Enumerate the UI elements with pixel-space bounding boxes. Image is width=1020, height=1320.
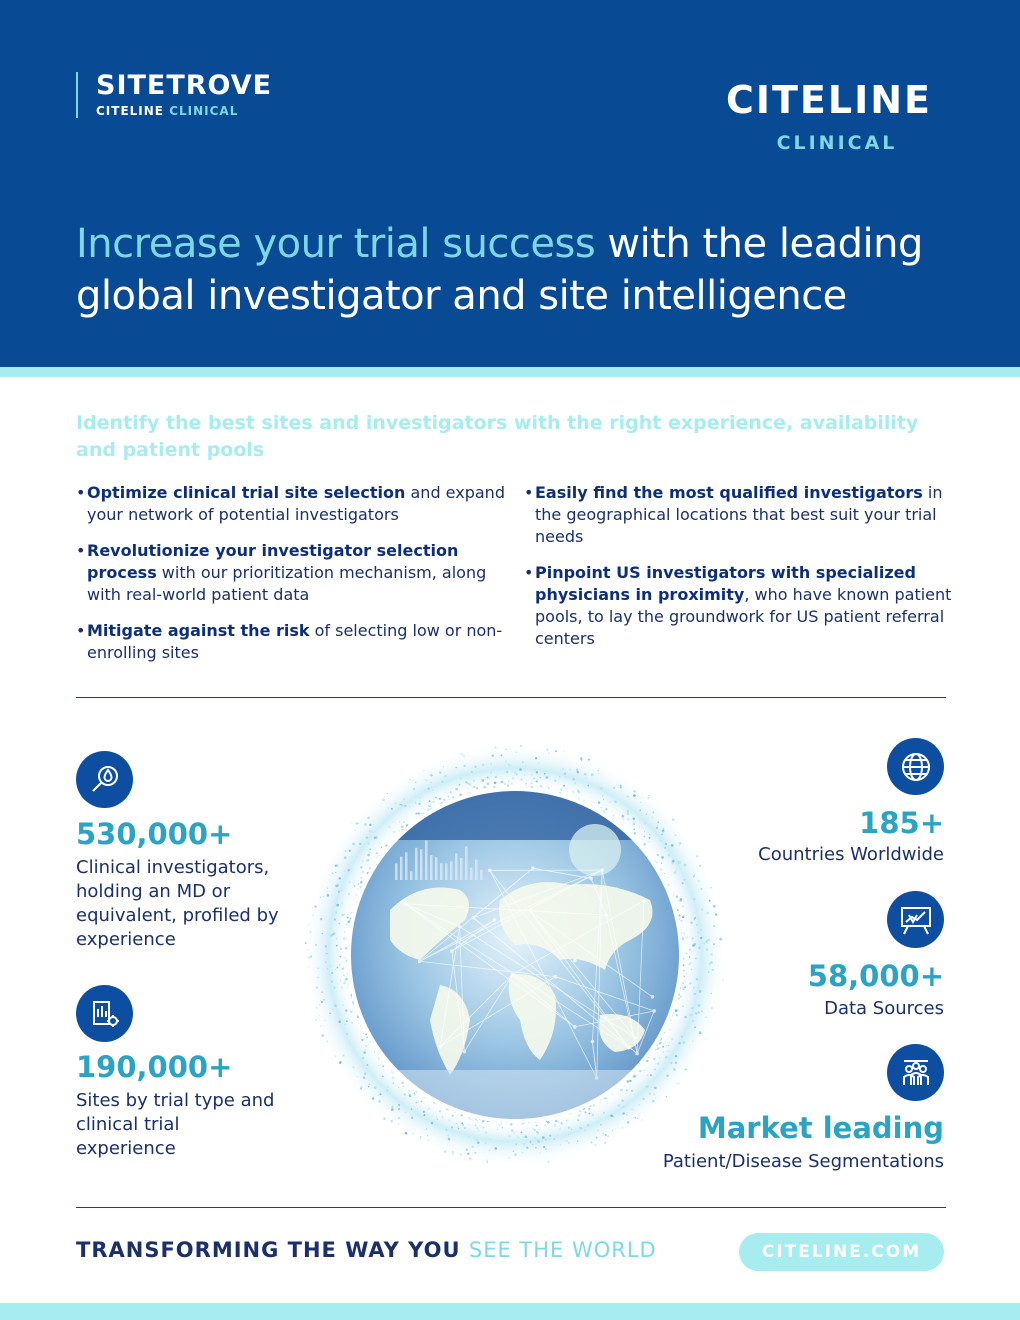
stat-market-desc: Patient/Disease Segmentations — [662, 1151, 944, 1172]
stat-investigators-value: 530,000+ — [76, 817, 233, 851]
footer-tagline-b: SEE THE WORLD — [468, 1238, 657, 1262]
bullet-text: of selecting low or non-enrolling sites — [87, 621, 503, 662]
bullet-text: with our prioritization mechanism, along with real-world patient data — [87, 563, 487, 604]
footer-tagline-a: TRANSFORMING THE WAY YOU — [76, 1238, 469, 1262]
bullet-item — [524, 482, 954, 548]
headline-rest: with the leading global investigator and site intelligence — [76, 221, 923, 319]
sitetrove-logo — [76, 72, 272, 118]
building-gear-icon — [76, 985, 133, 1042]
bullet-item — [76, 620, 506, 664]
bullet-bold: Optimize clinical trial site selection — [87, 483, 406, 502]
sitetrove-sub-a: CITELINE — [96, 104, 170, 118]
section-divider — [76, 697, 946, 698]
bullet-bold: Mitigate against the risk — [87, 621, 310, 640]
bullet-text: , who have known patient pools, to lay the groundwork for US patient referral centers — [535, 585, 952, 648]
stat-investigators-desc: Clinical investigators, holding an MD or equivalent, profiled by experience — [76, 857, 279, 950]
bullet-item — [76, 482, 506, 526]
stat-countries-desc: Countries Worldwide — [758, 844, 944, 865]
header-stripe — [0, 367, 1020, 377]
stat-sources-desc: Data Sources — [824, 998, 944, 1019]
presentation-icon — [887, 891, 944, 948]
bullet-bold: Easily find the most qualified investigators — [535, 483, 923, 502]
citeline-logo-name: CITELINE — [725, 78, 933, 122]
stat-sources-value: 58,000+ — [807, 959, 944, 993]
people-group-icon — [887, 1044, 944, 1101]
sitetrove-logo-name: SITETROVE — [96, 70, 273, 101]
bullet-list-right — [524, 482, 954, 664]
citeline-url-link[interactable]: CITELINE.COM — [739, 1233, 944, 1271]
page-headline — [76, 218, 956, 322]
bottom-stripe — [0, 1303, 1020, 1320]
bullet-item — [76, 540, 506, 606]
header-banner — [0, 0, 1020, 367]
bullet-item — [524, 562, 954, 650]
headline-accent: Increase your trial success — [76, 221, 596, 267]
bullet-list-left — [76, 482, 506, 678]
stat-sites-value: 190,000+ — [76, 1050, 233, 1084]
globe-icon — [887, 738, 944, 795]
world-map-globe-image — [300, 740, 730, 1170]
bullet-text: and expand your network of potential investigators — [87, 483, 505, 524]
citeline-logo-sub: CLINICAL — [776, 132, 898, 154]
stat-sites-desc: Sites by trial type and clinical trial experience — [76, 1090, 275, 1159]
bullet-text: in the geographical locations that best suit your trial needs — [535, 483, 943, 546]
sitetrove-logo-sub — [96, 104, 272, 118]
stat-market-value: Market leading — [697, 1111, 944, 1145]
intro-subhead: Identify the best sites and investigators with the right experience, availability and patient pools — [76, 412, 919, 461]
bullet-bold: Revolutionize your investigator selection process — [87, 541, 459, 582]
citeline-clinical-logo — [714, 74, 944, 154]
sitetrove-sub-b: CLINICAL — [169, 104, 239, 118]
bullet-bold: Pinpoint US investigators with specialized physicians in proximity — [535, 563, 916, 604]
footer-divider — [76, 1207, 946, 1208]
magnifier-drop-icon — [76, 751, 133, 808]
footer-tagline — [76, 1238, 657, 1262]
stat-countries-value: 185+ — [859, 806, 944, 840]
